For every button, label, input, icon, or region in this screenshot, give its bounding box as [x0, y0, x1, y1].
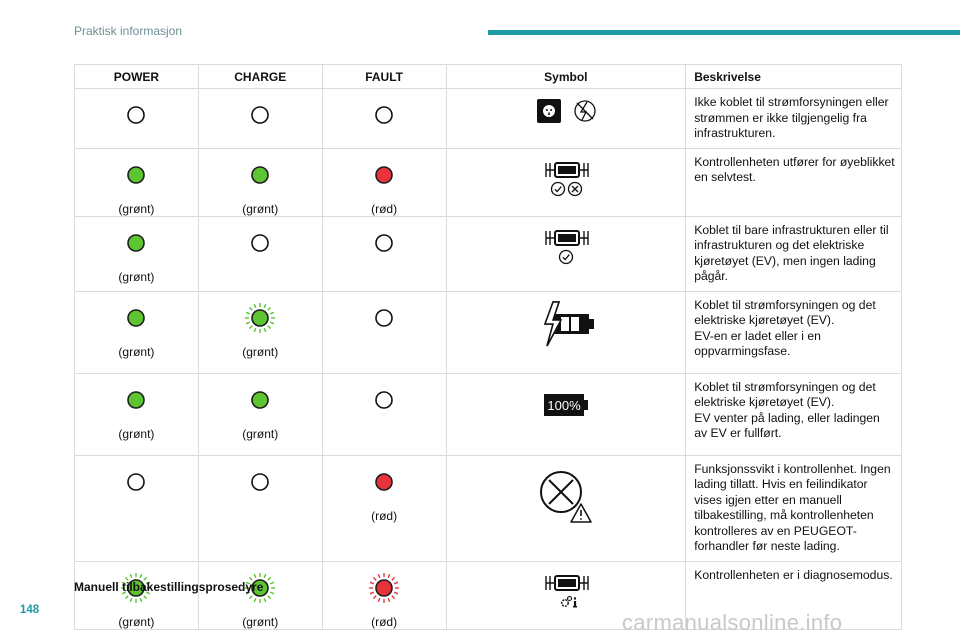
led-red-icon [323, 159, 446, 191]
led-off-icon [323, 99, 446, 131]
led-off-icon [323, 302, 446, 334]
power-led-cell [75, 216, 199, 291]
power-led-cell [75, 561, 199, 629]
led-green-icon [75, 159, 198, 191]
description-cell: Koblet til bare infrastrukturen eller til infrastrukturen og det elektriske kjøretøyet (EV), men ingen lading pågår. [686, 216, 902, 291]
battery-level-text: 100% [547, 397, 581, 413]
led-status-table [74, 64, 902, 630]
led-green-blink-icon [199, 302, 322, 334]
column-header-description: Beskrivelse [686, 65, 902, 89]
connected-icon [526, 256, 606, 270]
watermark: carmanualsonline.info [622, 610, 843, 635]
led-green-icon [75, 227, 198, 259]
page-number: 148 [20, 604, 40, 616]
charging-battery-icon [531, 337, 601, 351]
table-row [75, 373, 902, 455]
led-red-icon [323, 466, 446, 498]
led-color-label: (grønt) [242, 614, 279, 629]
fault-led-cell [322, 455, 446, 561]
column-header-symbol: Symbol [446, 65, 686, 89]
charge-led-cell [198, 89, 322, 149]
led-color-label: (grønt) [242, 426, 279, 441]
diagnostic-icon [526, 601, 606, 615]
led-off-icon [323, 384, 446, 416]
led-green-icon [199, 159, 322, 191]
led-color-label: (rød) [371, 201, 398, 216]
symbol-cell [446, 455, 686, 561]
table-row [75, 291, 902, 373]
led-off-icon [75, 99, 198, 131]
description-cell: Koblet til strømforsyningen og det elektriske kjøretøyet (EV). EV venter på lading, eller ladingen av EV er fullført. [686, 373, 902, 455]
led-green-icon [199, 384, 322, 416]
power-led-cell [75, 373, 199, 455]
fault-led-cell [322, 89, 446, 149]
power-led-cell [75, 89, 199, 149]
description-cell: Ikke koblet til strømforsyningen eller strømmen er ikke tilgjengelig fra infrastrukturen. [686, 89, 902, 149]
charge-led-cell [198, 455, 322, 561]
power-led-cell [75, 148, 199, 216]
section-title: Praktisk informasjon [74, 24, 183, 38]
table-header-row [75, 65, 902, 89]
fault-led-cell [322, 216, 446, 291]
led-color-label: (grønt) [242, 201, 279, 216]
fault-led-cell [322, 373, 446, 455]
led-green-icon [75, 384, 198, 416]
fault-led-cell [322, 291, 446, 373]
led-color-label: (grønt) [242, 344, 279, 359]
full-battery-icon [531, 397, 601, 433]
power-led-cell [75, 291, 199, 373]
led-color-label: (grønt) [118, 201, 155, 216]
led-red-blink-icon [323, 572, 446, 604]
fault-icon [531, 515, 601, 529]
column-header-fault: FAULT [322, 65, 446, 89]
column-header-power: POWER [75, 65, 199, 89]
led-color-label: (grønt) [118, 344, 155, 359]
manual-reset-heading: Manuell tilbakestillingsprosedyre [74, 580, 264, 594]
description-cell: Koblet til strømforsyningen og det elektriske kjøretøyet (EV). EV-en er ladet eller i en oppvarmingsfase. [686, 291, 902, 373]
charge-led-cell [198, 291, 322, 373]
symbol-cell [446, 216, 686, 291]
charge-led-cell [198, 216, 322, 291]
self-test-icon [526, 188, 606, 202]
symbol-cell [446, 89, 686, 149]
symbol-cell [446, 148, 686, 216]
led-off-icon [323, 227, 446, 259]
led-off-icon [199, 466, 322, 498]
led-off-icon [199, 227, 322, 259]
power-led-cell [75, 455, 199, 561]
led-green-icon [75, 302, 198, 334]
table-row [75, 455, 902, 561]
charge-led-cell [198, 373, 322, 455]
description-cell: Funksjonssvikt i kontrollenhet. Ingen lading tillatt. Hvis en feilindikator vises igjen etter en manuell tilbakestilling, må kontrollenheten kontrolleres av en PEUGEOT-forhandler før neste lading. [686, 455, 902, 561]
fault-led-cell [322, 561, 446, 629]
led-off-icon [199, 99, 322, 131]
table-row [75, 89, 902, 149]
led-color-label: (grønt) [118, 614, 155, 629]
led-color-label: (grønt) [118, 426, 155, 441]
led-color-label: (rød) [371, 508, 398, 523]
table-row [75, 216, 902, 291]
charge-led-cell [198, 148, 322, 216]
description-cell: Kontrollenheten utfører for øyeblikket en selvtest. [686, 148, 902, 216]
charge-led-cell [198, 561, 322, 629]
led-color-label: (grønt) [118, 269, 155, 284]
column-header-charge: CHARGE [198, 65, 322, 89]
section-accent-bar [488, 30, 960, 35]
fault-led-cell [322, 148, 446, 216]
symbol-cell [446, 373, 686, 455]
led-color-label: (rød) [371, 614, 398, 629]
led-off-icon [75, 466, 198, 498]
no-power-icon [531, 116, 601, 130]
table-row [75, 148, 902, 216]
description-cell: Kontrollenheten er i diagnosemodus. [686, 561, 902, 629]
symbol-cell [446, 291, 686, 373]
